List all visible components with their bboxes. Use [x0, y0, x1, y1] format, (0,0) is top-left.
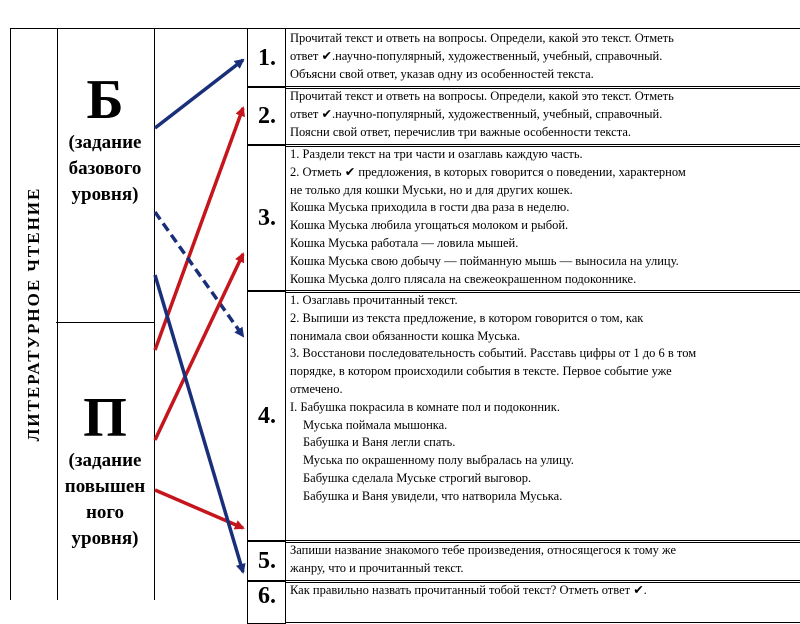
- task-4-line: 2. Выпиши из текста предложение, в котором говорится о том, как: [290, 310, 644, 325]
- task-4-line: 3. Восстанови последовательность событий. Расставь цифры от 1 до 6 в том: [290, 346, 697, 361]
- task-2-line: ответ ✔.научно-популярный, художественный, учебный, справочный.: [290, 106, 663, 121]
- task-1-line: ответ ✔.научно-популярный, художественный, учебный, справочный.: [290, 48, 663, 63]
- task-2-line: Поясни свой ответ, перечислив три важные особенности текста.: [290, 124, 632, 139]
- subject-label: ЛИТЕРАТУРНОЕ ЧТЕНИЕ: [24, 186, 43, 442]
- task-2-line: Прочитай текст и ответь на вопросы. Определи, какой это текст. Отметь: [290, 89, 674, 103]
- task-4-line: порядке, в котором происходили события в тексте. Первое событие уже: [290, 364, 672, 379]
- task-4-event: Бабушка и Ваня увидели, что натворила Муська.: [303, 488, 563, 503]
- task-1-line: Объясни свой ответ, указав одну из особенностей текста.: [290, 66, 594, 81]
- task-4-event: Муська поймала мышонка.: [303, 417, 448, 432]
- task-3-line: 1. Раздели текст на три части и озаглавь каждую часть.: [290, 147, 583, 161]
- task-4-line: понимала свои обязанности кошка Муська.: [290, 328, 521, 343]
- task-number-2: 2.: [247, 86, 286, 146]
- task-number-6: 6.: [247, 580, 286, 624]
- task-4-event: Бабушка и Ваня легли спать.: [303, 435, 456, 450]
- level-advanced-desc-4: уровня): [71, 528, 139, 549]
- task-5-line: Запиши название знакомого тебе произведения, относящегося к тому же: [290, 543, 677, 557]
- task-1-line: Прочитай текст и ответь на вопросы. Определи, какой это текст. Отметь: [290, 31, 674, 45]
- task-number-5: 5.: [247, 540, 286, 582]
- level-basic-desc-3: уровня): [71, 184, 139, 205]
- task-3-line: Кошка Муська долго плясала на свежеокрашенном подоконнике.: [290, 271, 637, 286]
- level-advanced-desc-3: ного: [85, 502, 125, 523]
- task-5-line: жанру, что и прочитанный текст.: [290, 560, 464, 575]
- task-3-line: Кошка Муська работала — ловила мышей.: [290, 235, 519, 250]
- level-basic-desc-1: (задание: [68, 132, 142, 153]
- level-advanced-desc-2: повышен: [64, 476, 146, 497]
- task-4-event: Муська по окрашенному полу выбралась на улицу.: [303, 453, 574, 468]
- task-3-line: Кошка Муська приходила в гости два раза в неделю.: [290, 200, 570, 215]
- task-number-3: 3.: [247, 144, 286, 292]
- task-3-line: Кошка Муська свою добычу — пойманную мышь — выносила на улицу.: [290, 253, 679, 268]
- level-basic-desc-2: базового: [68, 158, 142, 179]
- arrow-basic-to-1: [155, 60, 243, 128]
- level-basic-letter: Б: [86, 69, 124, 131]
- arrow-advanced-to-3: [155, 254, 243, 440]
- task-3-line: не только для кошки Муськи, но и для других кошек.: [290, 182, 573, 197]
- task-4-line: I. Бабушка покрасила в комнате пол и подоконник.: [290, 399, 560, 414]
- task-3-line: 2. Отметь ✔ предложения, в которых говорится о поведении, характерном: [290, 164, 686, 179]
- level-advanced-desc-1: (задание: [68, 450, 142, 471]
- task-6-line: Как правильно назвать прочитанный тобой текст? Отметь ответ ✔.: [290, 583, 647, 597]
- task-4-line: отмечено.: [290, 381, 343, 396]
- task-4-event: Бабушка сделала Муське строгий выговор.: [303, 470, 532, 485]
- task-number-4: 4.: [247, 290, 286, 542]
- task-number-1: 1.: [247, 28, 286, 88]
- task-4-line: 1. Озаглавь прочитанный текст.: [290, 293, 458, 307]
- level-advanced-letter: П: [83, 387, 127, 449]
- task-3-line: Кошка Муська любила угощаться молоком и рыбой.: [290, 218, 569, 233]
